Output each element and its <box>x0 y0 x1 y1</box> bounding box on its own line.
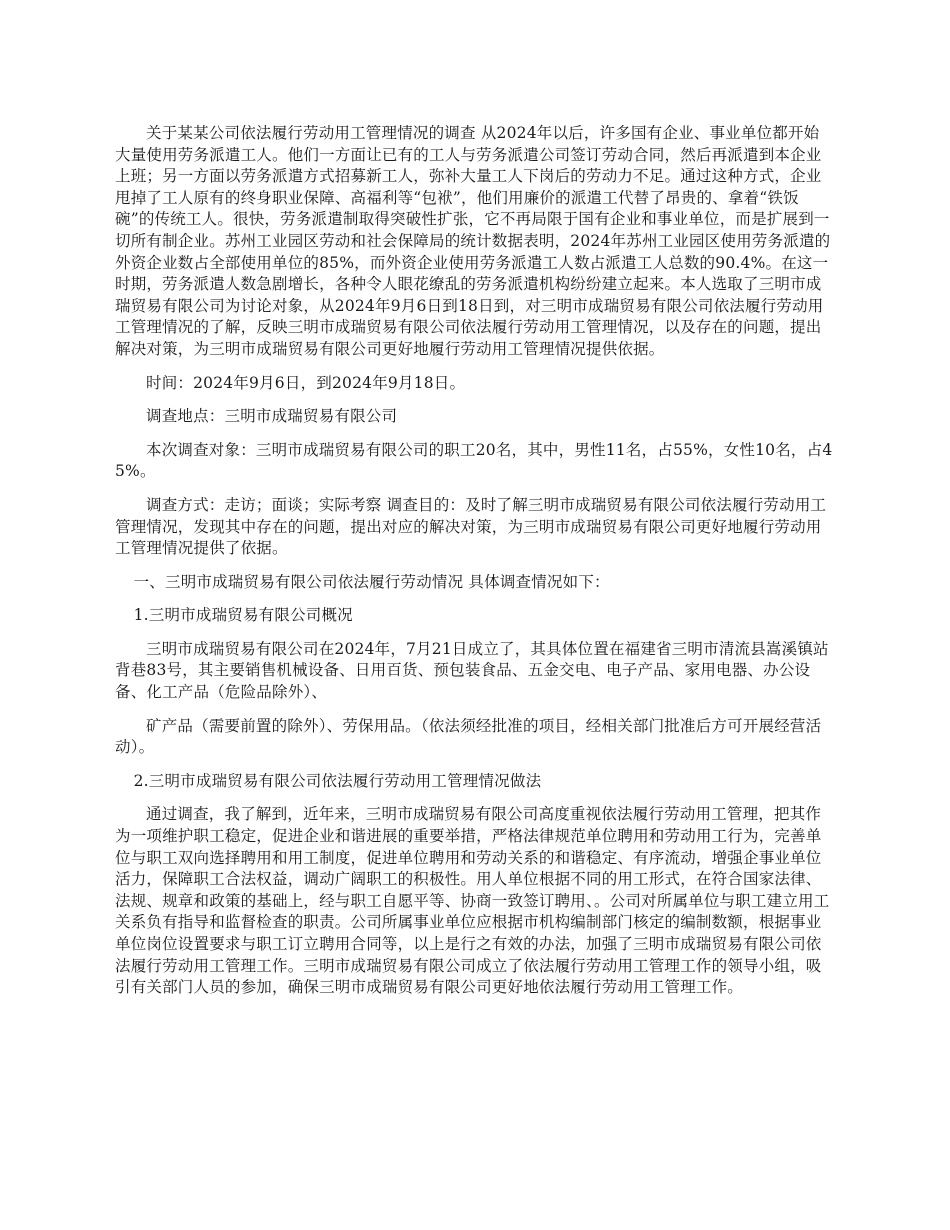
survey-time: 时间：2024年9月6日，到2024年9月18日。 <box>146 373 466 392</box>
company-overview-continued: 矿产品（需要前置的除外）、劳保用品。（依法须经批准的项目，经相关部门批准后方可开展经营活动）。 <box>115 716 822 757</box>
subsection-heading-2: 2.三明市成瑞贸易有限公司依法履行劳动用工管理情况做法 <box>133 771 542 790</box>
section-heading-1: 一、三明市成瑞贸易有限公司依法履行劳动情况 具体调查情况如下： <box>133 572 610 591</box>
company-overview-paragraph: 三明市成瑞贸易有限公司在2024年，7月21日成立了，其具体位置在福建省三明市清流县嵩溪镇站背巷83号，其主要销售机械设备、日用百货、预包装食品、五金交电、电子产品、家用电器、办公设备、化工产品（危险品除外）、 <box>115 639 829 702</box>
intro-paragraph: 关于某某公司依法履行劳动用工管理情况的调查 从2024年以后，许多国有企业、事业单位都开始大量使用劳务派遣工人。他们一方面让已有的工人与劳务派遣公司签订劳动合同，然后再派遣到本企业上班；另一方面以劳务派遣方式招募新工人，弥补大量工人下岗后的劳动力不足。通过这种方式，企业甩掉了工人原有的终身职业保障、高福利等“包袱”，他们用廉价的派遣工代替了昂贵的、拿着“铁饭碗”的传统工人。很快，劳务派遣制取得突破性扩张，它不再局限于国有企业和事业单位，而是扩展到一切所有制企业。苏州工业园区劳动和社会保障局的统计数据表明，2024年苏州工业园区使用劳务派遣的外资企业数占全部使用单位的85%，而外资企业使用劳务派遣工人数占派遣工人总数的90.4%。在这一时期，劳务派遣人数急剧增长，各种令人眼花缭乱的劳务派遣机构纷纷建立起来。本人选取了三明市成瑞贸易有限公司为讨论对象，从2024年9月6日到18日到，对三明市成瑞贸易有限公司依法履行劳动用工管理情况的了解，反映三明市成瑞贸易有限公司依法履行劳动用工管理情况，以及存在的问题，提出解决对策，为三明市成瑞贸易有限公司更好地履行劳动用工管理情况提供依据。 <box>115 124 831 358</box>
survey-method-purpose: 调查方式：走访；面谈；实际考察 调查目的：及时了解三明市成瑞贸易有限公司依法履行劳动用工管理情况，发现其中存在的问题，提出对应的解决对策，为三明市成瑞贸易有限公司更好地履行劳动用工管理情况提供了依据。 <box>115 495 827 558</box>
document-body <box>115 123 835 1011</box>
survey-subjects: 本次调查对象：三明市成瑞贸易有限公司的职工20名，其中，男性11名，占55%，女性10名，占45%。 <box>115 440 833 481</box>
practice-paragraph: 通过调查，我了解到，近年来，三明市成瑞贸易有限公司高度重视依法履行劳动用工管理，把其作为一项维护职工稳定，促进企业和谐进展的重要举措，严格法律规范单位聘用和劳动用工行为，完善单位与职工双向选择聘用和用工制度，促进单位聘用和劳动关系的和谐稳定、有序流动，增强企事业单位活力，保障职工合法权益，调动广阔职工的积极性。用人单位根据不同的用工形式，在符合国家法律、法规、规章和政策的基础上，经与职工自愿平等、协商一致签订聘用、。公司对所属单位与职工建立用工关系负有指导和监督检查的职责。公司所属事业单位应根据市机构编制部门核定的编制数额，根据事业单位岗位设置要求与职工订立聘用合同等，以上是行之有效的办法，加强了三明市成瑞贸易有限公司依法履行劳动用工管理工作。三明市成瑞贸易有限公司成立了依法履行劳动用工管理工作的领导小组，吸引有关部门人员的参加，确保三明市成瑞贸易有限公司更好地依法履行劳动用工管理工作。 <box>115 805 830 997</box>
subsection-heading-1: 1.三明市成瑞贸易有限公司概况 <box>133 606 353 625</box>
survey-location: 调查地点：三明市成瑞贸易有限公司 <box>146 407 398 426</box>
